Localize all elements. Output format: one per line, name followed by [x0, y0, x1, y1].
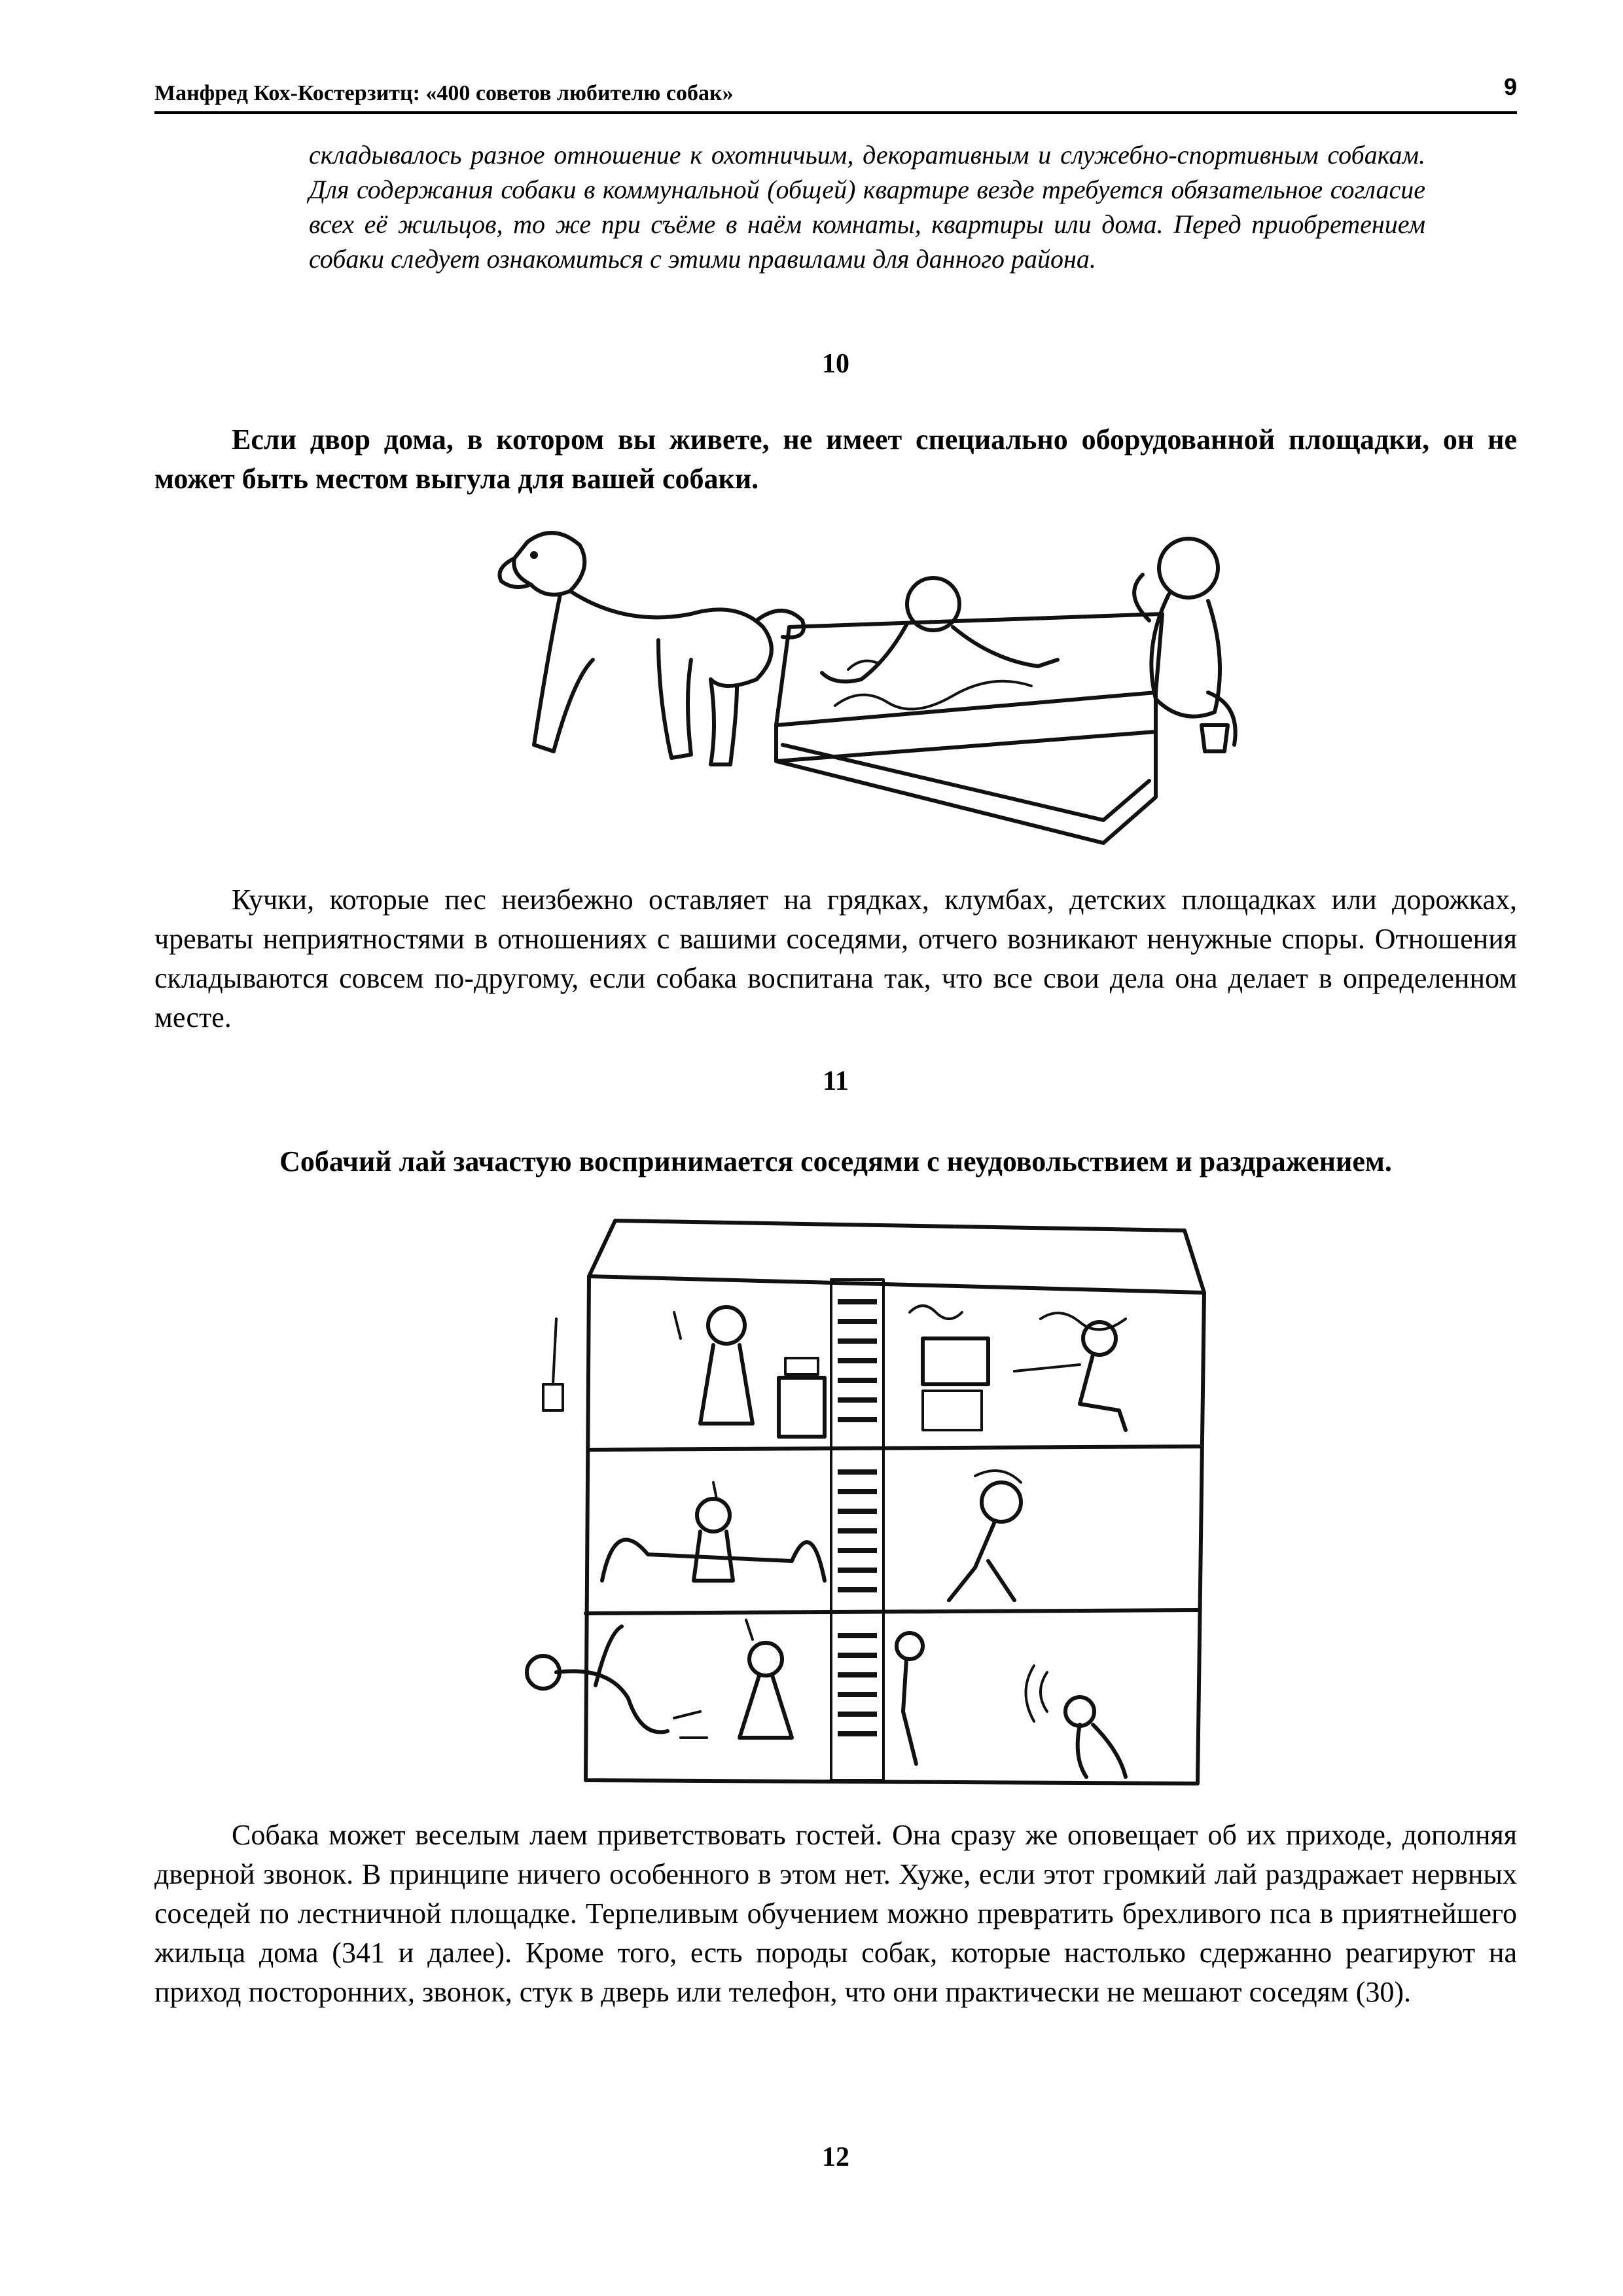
section-number-12: 12 — [822, 2142, 849, 2172]
intro-note: складывалось разное отношение к охотничьим, декоративным и служебно-спортивным собакам. Для содержания собаки в коммунальной (общей) квартире везде требуется обязательное согласие всех её жильцов, то же при съёме в наём комнаты, квартиры или дома. Перед приобретением собаки следует ознакомиться с этими правилами для данного района. — [309, 140, 1425, 274]
sandbox-top — [776, 614, 1162, 725]
child-lying — [822, 578, 1058, 681]
girl-standing — [740, 1620, 792, 1738]
lantern-icon — [543, 1384, 563, 1410]
poodle-dog — [500, 533, 804, 764]
illustration-dog-sandbox — [495, 529, 1254, 856]
book-title: Манфред Кох-Костерзитц: «400 советов любителю собак» — [154, 81, 734, 105]
floor-1 — [586, 1610, 1198, 1613]
house-walls — [586, 1276, 1204, 1784]
section-number-11: 11 — [823, 1066, 849, 1096]
page-number: 9 — [1503, 73, 1517, 100]
paragraph-11: Собака может веселым лаем приветствовать гостей. Она сразу же оповещает об их приходе, дополняя дверной звонок. В принципе ничего особенного в этом нет. Хуже, если этот громкий лай раздражает нервных соседей по лестничной площадке. Терпеливым обучением можно превратить брехливого пса в приятнейшего жильца дома (341 и далее). Кроме того, есть породы собак, которые настолько сдержанно реагируют на приход посторонних, звонок, стук в дверь или телефон, что они практически не мешают соседям (30). — [154, 1819, 1517, 2008]
stair-steps — [838, 1299, 877, 1736]
person-stomping — [949, 1471, 1021, 1600]
illustration-apartment-house — [517, 1214, 1224, 1797]
sandbox-front — [776, 692, 1156, 761]
barking-dog — [1026, 1666, 1126, 1777]
running-header — [154, 71, 1517, 114]
child-sitting — [1134, 539, 1236, 751]
person-falling — [527, 1626, 707, 1738]
bucket — [1202, 725, 1228, 751]
tip-11: Собачий лай зачастую воспринимается соседями с неудовольствием и раздражением. — [279, 1145, 1392, 1177]
person-in-bed — [602, 1482, 825, 1581]
woman-on-phone — [674, 1307, 825, 1437]
telephone-icon — [785, 1358, 818, 1374]
man-on-stairs — [897, 1633, 923, 1764]
roof — [589, 1221, 1204, 1293]
tip-10: Если двор дома, в котором вы живете, не имеет специально оборудованной площадки, он не может быть местом выгула для вашей собаки. — [154, 423, 1517, 495]
floor-2 — [589, 1446, 1201, 1450]
tv-set — [923, 1338, 988, 1384]
paragraph-10: Кучки, которые пес неизбежно оставляет на грядках, клумбах, детских площадках или дорожках, чреваты неприятностями в отношениях с вашими соседями, отчего возникают ненужные споры. Отношения складываются совсем по-другому, если собака воспитана так, что все свои дела она делает в определенном месте. — [154, 884, 1517, 1033]
man-watching-tv — [910, 1306, 1126, 1430]
section-number-10: 10 — [822, 349, 849, 379]
